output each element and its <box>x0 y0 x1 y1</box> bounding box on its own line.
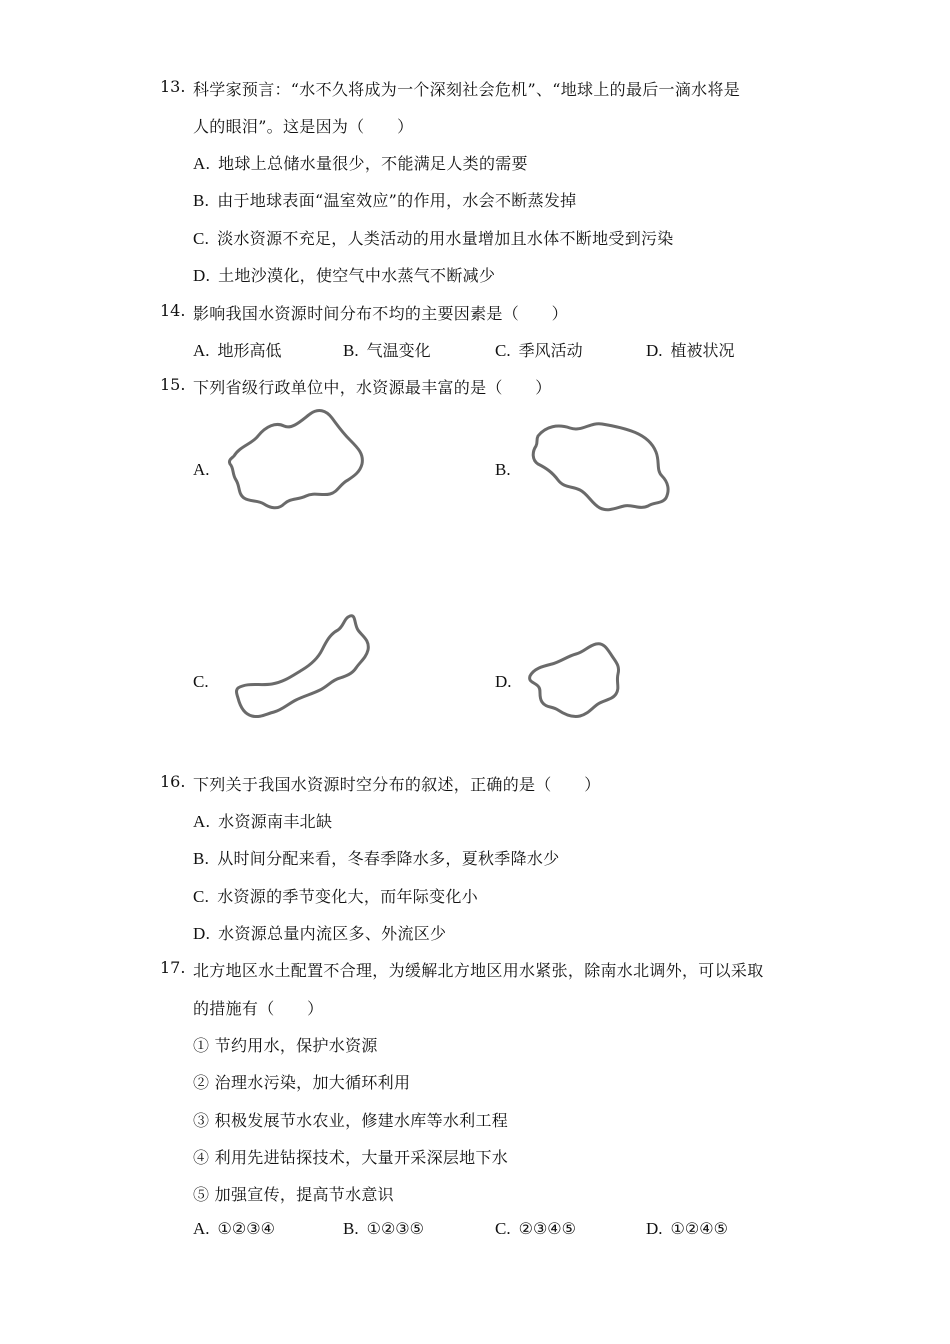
q14-number: 14. <box>160 301 186 320</box>
q14-option-c: C. 季风活动 <box>495 341 583 360</box>
q17-option-b: B. ①②③⑤ <box>343 1219 424 1238</box>
q17-number: 17. <box>160 958 186 977</box>
q13-option-b: B. 由于地球表面“温室效应”的作用，水会不断蒸发掉 <box>193 191 577 210</box>
q13-option-c: C. 淡水资源不充足，人类活动的用水量增加且水体不断地受到污染 <box>193 229 674 248</box>
q15-map-c <box>232 612 372 724</box>
q17-option-c: C. ②③④⑤ <box>495 1219 576 1238</box>
q14-option-a: A. 地形高低 <box>193 341 282 360</box>
q15-map-a <box>222 406 372 516</box>
q13-option-d: D. 土地沙漠化，使空气中水蒸气不断减少 <box>193 266 496 285</box>
q14-option-b: B. 气温变化 <box>343 341 431 360</box>
q17-stem-line1: 北方地区水土配置不合理，为缓解北方地区用水紧张，除南水北调外，可以采取 <box>193 961 764 980</box>
q15-map-b <box>524 414 674 518</box>
q15-stem: 下列省级行政单位中，水资源最丰富的是（ ） <box>193 378 552 397</box>
q14-stem: 影响我国水资源时间分布不均的主要因素是（ ） <box>193 304 568 323</box>
q13-number: 13. <box>160 77 186 96</box>
q17-option-a: A. ①②③④ <box>193 1219 275 1238</box>
q15-option-a-label: A. <box>193 460 210 479</box>
q17-item-2: ② 治理水污染，加大循环利用 <box>193 1073 411 1092</box>
q16-option-d: D. 水资源总量内流区多、外流区少 <box>193 924 447 943</box>
q17-item-4: ④ 利用先进钻探技术，大量开采深层地下水 <box>193 1148 509 1167</box>
q17-item-3: ③ 积极发展节水农业，修建水库等水利工程 <box>193 1111 509 1130</box>
q15-option-b-label: B. <box>495 460 511 479</box>
q17-item-1: ① 节约用水，保护水资源 <box>193 1036 378 1055</box>
q13-option-a: A. 地球上总储水量很少，不能满足人类的需要 <box>193 154 528 173</box>
q16-option-c: C. 水资源的季节变化大，而年际变化小 <box>193 887 479 906</box>
q16-option-a: A. 水资源南丰北缺 <box>193 812 333 831</box>
q16-option-b: B. 从时间分配来看，冬春季降水多，夏秋季降水少 <box>193 849 560 868</box>
q15-option-c-label: C. <box>193 672 209 691</box>
q15-map-d <box>524 636 624 724</box>
q13-stem-line1: 科学家预言：“水不久将成为一个深刻社会危机”、“地球上的最后一滴水将是 <box>193 80 741 99</box>
q15-option-d-label: D. <box>495 672 512 691</box>
q17-option-d: D. ①②④⑤ <box>646 1219 728 1238</box>
q15-number: 15. <box>160 375 186 394</box>
q16-number: 16. <box>160 772 186 791</box>
q16-stem: 下列关于我国水资源时空分布的叙述，正确的是（ ） <box>193 775 601 794</box>
q17-item-5: ⑤ 加强宣传，提高节水意识 <box>193 1185 394 1204</box>
q13-stem-line2: 人的眼泪”。这是因为（ ） <box>193 117 414 136</box>
q17-stem-line2: 的措施有（ ） <box>193 999 324 1018</box>
q14-option-d: D. 植被状况 <box>646 341 735 360</box>
